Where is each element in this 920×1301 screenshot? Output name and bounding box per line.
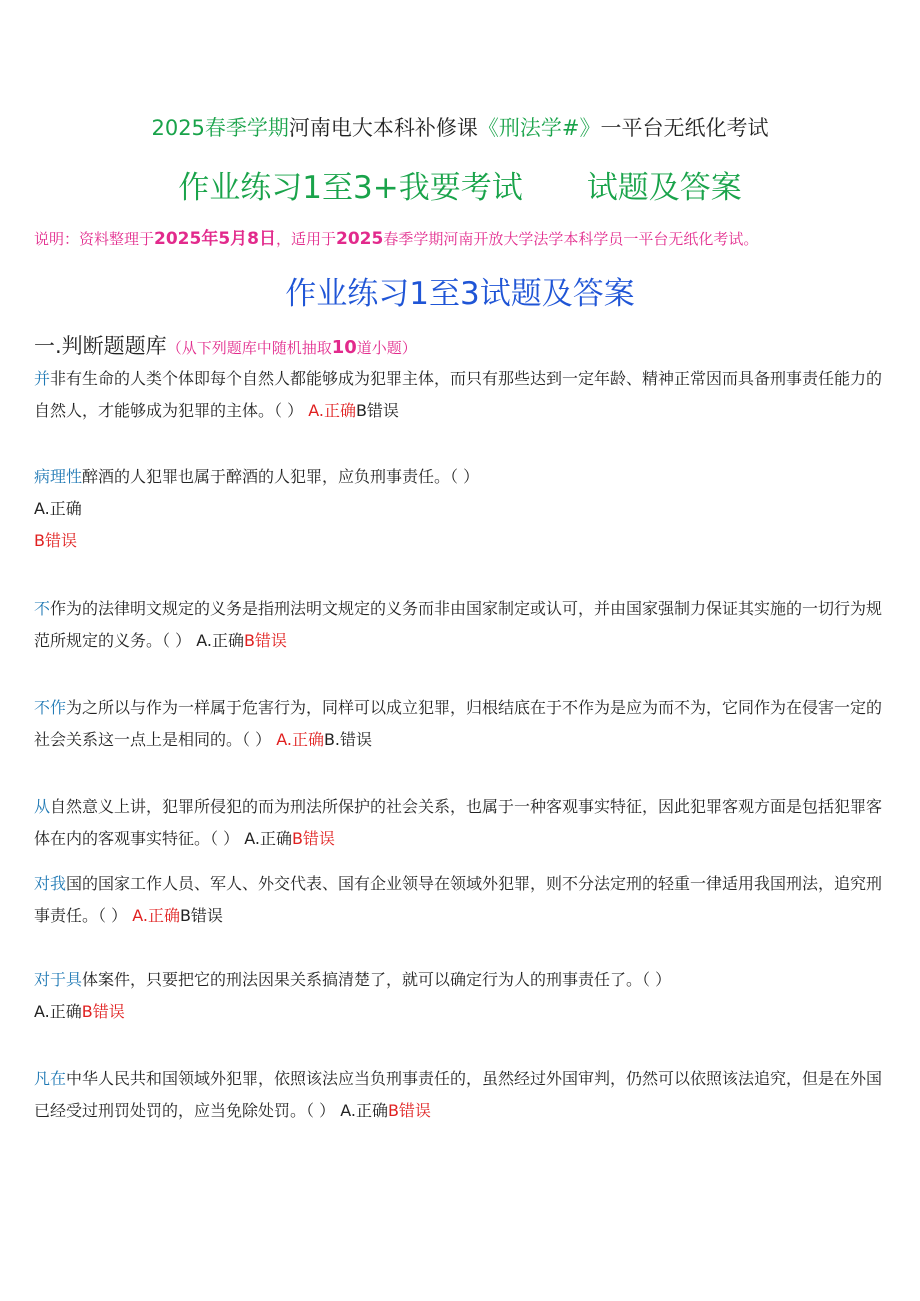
- note-text-3: 春季学期河南开放大学法学本科学员一平台无纸化考试。: [383, 230, 759, 248]
- option-a: A.正确: [244, 829, 292, 848]
- question-text: 作为的法律明文规定的义务是指刑法明文规定的义务而非由国家制定或认可，并由国家强制力保证其实施的一切行为规范所规定的义务。（ ）: [34, 599, 883, 650]
- title-main: 河南电大本科补修课: [288, 116, 478, 140]
- option-a: A.正确: [308, 401, 356, 420]
- option-a: A.正确: [196, 631, 244, 650]
- document-title: [0, 112, 920, 142]
- part-heading: [34, 330, 417, 360]
- question-item: [34, 791, 886, 855]
- question-text: 自然意义上讲，犯罪所侵犯的而为刑法所保护的社会关系，也属于一种客观事实特征，因此犯罪客观方面是包括犯罪客体在内的客观事实特征。（ ）: [34, 797, 883, 848]
- option-a: A.正确: [34, 1002, 82, 1021]
- question-lead: 凡在: [34, 1069, 67, 1088]
- note-date: 2025年5月8日: [154, 229, 276, 249]
- title-suffix: 一平台无纸化考试: [600, 116, 769, 140]
- hint-text-2: 道小题）: [356, 339, 417, 357]
- part-hint: [167, 339, 417, 357]
- question-text: 非有生命的人类个体即每个自然人都能够成为犯罪主体，而只有那些达到一定年龄、精神正常因而具备刑事责任能力的自然人，才能够成为犯罪的主体。（ ）: [34, 369, 883, 420]
- question-lead: 病理性: [34, 467, 83, 486]
- option-b: B错误: [291, 829, 335, 848]
- option-b: B.错误: [323, 730, 373, 749]
- title-course: 《刑法学#》: [477, 116, 601, 140]
- section-title: 作业练习1至3试题及答案: [285, 276, 635, 312]
- option-b: B错误: [387, 1101, 431, 1120]
- question-item: [34, 1063, 886, 1127]
- question-text: 体案件，只要把它的刑法因果关系搞清楚了，就可以确定行为人的刑事责任了。（ ）: [82, 970, 672, 989]
- part-title: 一.判断题题库: [34, 334, 167, 358]
- question-item: [34, 868, 886, 932]
- question-lead: 不: [34, 599, 51, 618]
- question-item: [34, 363, 886, 427]
- option-a: A.正确: [340, 1101, 388, 1120]
- question-lead: 对我: [34, 874, 67, 893]
- hint-number: 10: [331, 337, 357, 358]
- question-item: [34, 692, 886, 756]
- note-text-2: ，适用于: [276, 230, 337, 248]
- question-item: [34, 461, 886, 557]
- question-lead: 并: [34, 369, 51, 388]
- title-term: 2025春季学期: [151, 116, 289, 140]
- subtitle-right: 试题及答案: [586, 170, 742, 206]
- option-a: A.正确: [132, 906, 180, 925]
- question-text: 为之所以与作为一样属于危害行为，同样可以成立犯罪，归根结底在于不作为是应为而不为，它同作为在侵害一定的社会关系这一点上是相同的。（ ）: [34, 698, 883, 749]
- note-year: 2025: [336, 229, 384, 249]
- hint-text-1: （从下列题库中随机抽取: [166, 339, 332, 357]
- option-a: A.正确: [34, 499, 82, 518]
- question-text: 醉酒的人犯罪也属于醉酒的人犯罪，应负刑事责任。（ ）: [82, 467, 480, 486]
- note-text-1: 说明：资料整理于: [34, 230, 155, 248]
- question-lead: 对于具: [34, 970, 83, 989]
- document-subtitle: [0, 162, 920, 207]
- note: [34, 224, 758, 249]
- question-lead: 从: [34, 797, 51, 816]
- option-b: B错误: [179, 906, 223, 925]
- option-b: B错误: [243, 631, 287, 650]
- question-text: 中华人民共和国领域外犯罪，依照该法应当负刑事责任的，虽然经过外国审判，仍然可以依照该法追究，但是在外国已经受过刑罚处罚的，应当免除处罚。（ ）: [34, 1069, 883, 1120]
- question-lead: 不作: [34, 698, 67, 717]
- option-a: A.正确: [276, 730, 324, 749]
- option-b: B错误: [34, 531, 77, 550]
- question-text: 国的国家工作人员、军人、外交代表、国有企业领导在领域外犯罪，则不分法定刑的轻重一律适用我国刑法，追究刑事责任。（ ）: [34, 874, 883, 925]
- question-item: [34, 964, 886, 1028]
- option-b: B错误: [355, 401, 399, 420]
- option-b: B错误: [81, 1002, 125, 1021]
- subtitle-left: 作业练习1至3+我要考试: [178, 170, 523, 206]
- question-item: [34, 593, 886, 657]
